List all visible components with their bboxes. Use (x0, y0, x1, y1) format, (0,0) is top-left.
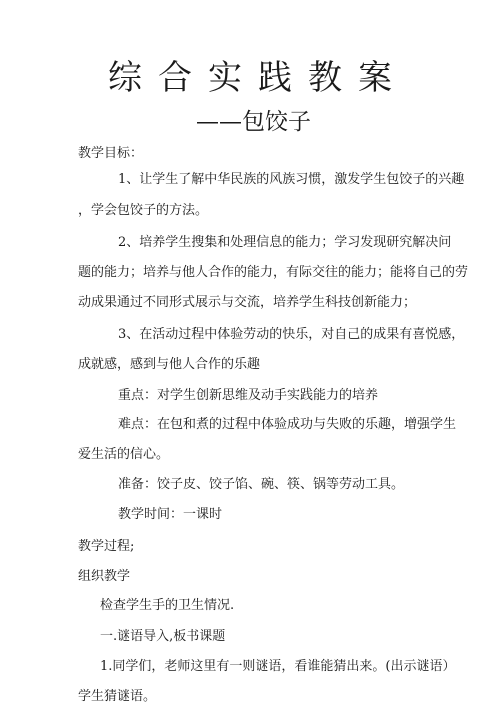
step-1-heading: 一.谜语导入,板书课题 (100, 629, 226, 644)
step-1-line-2: 学生猜谜语。 (78, 689, 157, 704)
preparation: 准备：饺子皮、饺子馅、碗、筷、锅等劳动工具。 (118, 477, 405, 492)
section-heading-goals: 教学目标： (78, 146, 144, 161)
goal-2-line-3: 动成果通过不同形式展示与交流，培养学生科技创新能力； (78, 295, 417, 310)
goal-1-line-1: 1、让学生了解中华民族的风族习惯，激发学生包饺子的兴趣 (118, 172, 465, 187)
section-heading-process: 教学过程; (78, 539, 135, 554)
goal-3-line-1: 3、在活动过程中体验劳动的快乐，对自己的成果有喜悦感， (118, 327, 465, 342)
document-subtitle: ——包饺子 (196, 109, 311, 135)
difficulty-line-1: 难点：在包和煮的过程中体验成功与失败的乐趣，增强学生 (118, 417, 457, 432)
goal-3-line-2: 成就感，感到与他人合作的乐趣 (78, 357, 261, 372)
hygiene-check: 检查学生手的卫生情况. (100, 598, 235, 613)
organize-teaching: 组织教学 (78, 569, 131, 584)
teaching-time: 教学时间：一课时 (118, 507, 223, 522)
key-point: 重点：对学生创新思维及动手实践能力的培养 (118, 388, 379, 403)
document-title: 综合实践教案 (108, 58, 408, 98)
goal-1-line-2: ，学会包饺子的方法。 (78, 203, 209, 218)
goal-2-line-1: 2、培养学生搜集和处理信息的能力；学习发现研究解决问 (118, 235, 452, 250)
step-1-line-1: 1.同学们，老师这里有一则谜语，看谁能猜出来。(出示谜语） (100, 659, 456, 674)
difficulty-line-2: 爱生活的信心。 (78, 447, 170, 462)
goal-2-line-2: 题的能力；培养与他人合作的能力，有际交往的能力；能将自己的劳 (78, 265, 469, 280)
